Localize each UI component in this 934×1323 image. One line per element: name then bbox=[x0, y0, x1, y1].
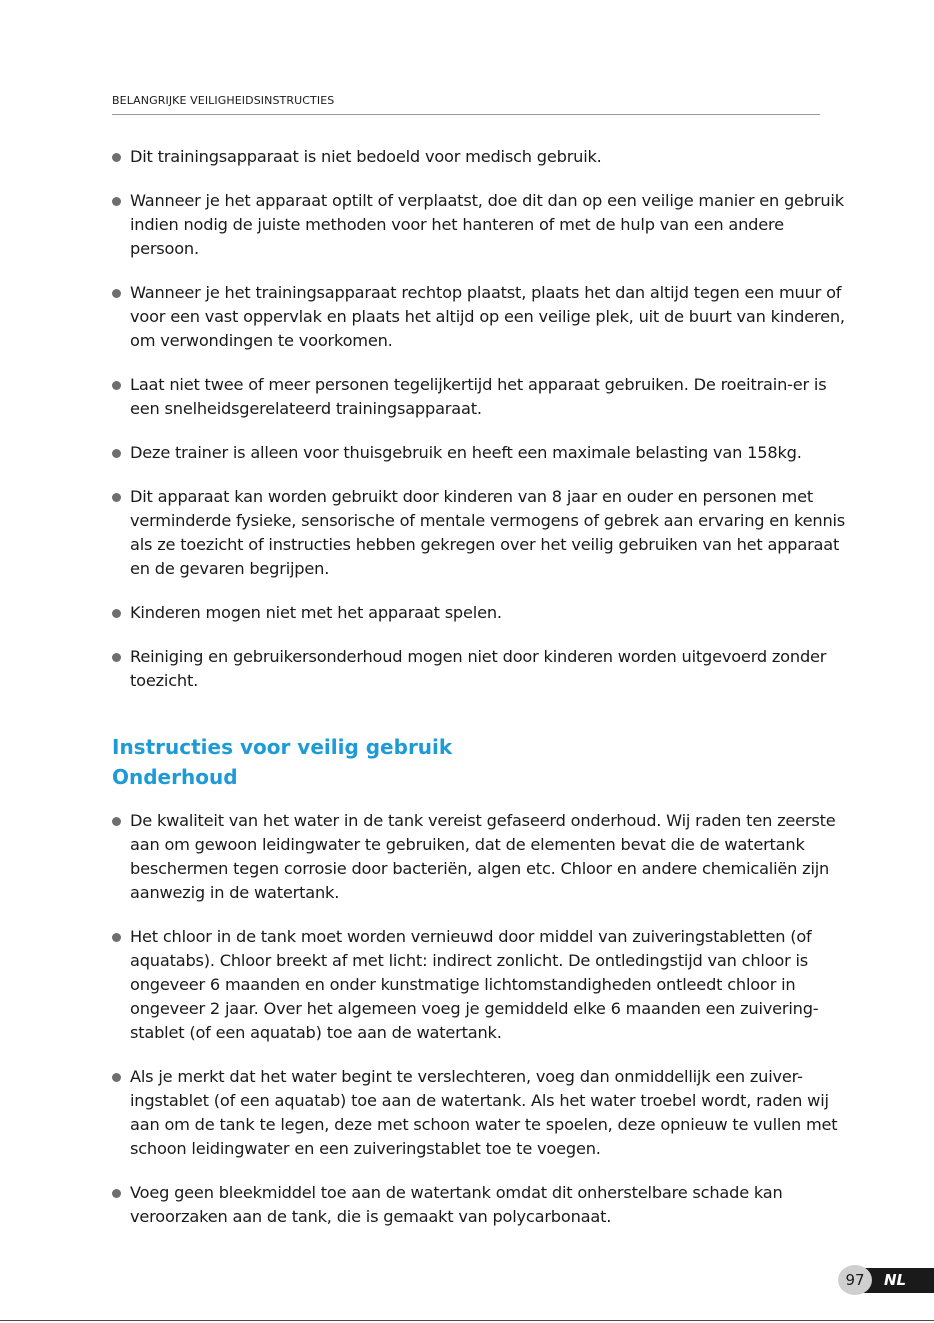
list-item-text: Als je merkt dat het water begint te verslechteren, voeg dan onmiddellijk een zuiver-ingstablet (of een aquatab) toe aan de watertank. Als het water troebel wordt, raden wij aan om de tank te legen, deze met schoon water te spoelen, deze opnieuw te vullen met schoon leidingwater en een zuiveringstablet toe te voegen. bbox=[130, 1067, 838, 1158]
bullet-icon bbox=[112, 1073, 121, 1082]
bullet-icon bbox=[112, 1189, 121, 1198]
footer-divider bbox=[0, 1320, 934, 1321]
list-item bbox=[112, 1065, 852, 1161]
list-item-text: De kwaliteit van het water in de tank vereist gefaseerd onderhoud. Wij raden ten zeerste aan om gewoon leidingwater te gebruiken, dat de elementen bevat die de watertank beschermen tegen corrosie door bacteriën, algen etc. Chloor en andere chemicaliën zijn aanwezig in de watertank. bbox=[130, 811, 836, 902]
list-item bbox=[112, 809, 852, 905]
section-subtitle: Onderhoud bbox=[112, 765, 238, 789]
bullet-icon bbox=[112, 493, 121, 502]
bullet-icon bbox=[112, 817, 121, 826]
list-item-text: Reiniging en gebruikersonderhoud mogen niet door kinderen worden uitgevoerd zonder toezicht. bbox=[130, 647, 827, 690]
bullet-icon bbox=[112, 933, 121, 942]
list-item bbox=[112, 601, 852, 625]
list-item bbox=[112, 189, 852, 261]
bullet-icon bbox=[112, 381, 121, 390]
bullet-icon bbox=[112, 609, 121, 618]
list-item bbox=[112, 485, 852, 581]
list-item-text: Het chloor in de tank moet worden vernieuwd door middel van zuiveringstabletten (of aquatabs). Chloor breekt af met licht: indirect zonlicht. De ontledingstijd van chloor is ongeveer 6 maanden en onder kunstmatige lichtomstandigheden ontleedt chloor in ongeveer 2 jaar. Over het algemeen voeg je gemiddeld elke 6 maanden een zuivering-stablet (of een aquatab) toe aan de watertank. bbox=[130, 927, 819, 1042]
list-item bbox=[112, 1181, 852, 1229]
list-item-text: Wanneer je het apparaat optilt of verplaatst, doe dit dan op een veilige manier en gebruik indien nodig de juiste methoden voor het hanteren of met de hulp van een andere persoon. bbox=[130, 191, 844, 258]
list-item bbox=[112, 441, 852, 465]
list-item bbox=[112, 145, 852, 169]
list-item bbox=[112, 373, 852, 421]
list-item-text: Voeg geen bleekmiddel toe aan de watertank omdat dit onherstelbare schade kan veroorzaken aan de tank, die is gemaakt van polycarbonaat. bbox=[130, 1183, 783, 1226]
list-item bbox=[112, 645, 852, 693]
bullet-icon bbox=[112, 449, 121, 458]
bullet-icon bbox=[112, 153, 121, 162]
bullet-icon bbox=[112, 197, 121, 206]
list-item bbox=[112, 281, 852, 353]
list-item-text: Kinderen mogen niet met het apparaat spelen. bbox=[130, 603, 502, 622]
safety-instructions-list bbox=[112, 145, 852, 713]
running-header: BELANGRIJKE VEILIGHEIDSINSTRUCTIES bbox=[112, 94, 820, 115]
list-item-text: Deze trainer is alleen voor thuisgebruik en heeft een maximale belasting van 158kg. bbox=[130, 443, 802, 462]
list-item-text: Laat niet twee of meer personen tegelijkertijd het apparaat gebruiken. De roeitrain-er is een snelheidsgerelateerd trainingsapparaat. bbox=[130, 375, 827, 418]
language-tab: NL bbox=[862, 1268, 934, 1293]
list-item-text: Dit apparaat kan worden gebruikt door kinderen van 8 jaar en ouder en personen met verminderde fysieke, sensorische of mentale vermogens of gebrek aan ervaring en kennis als ze toezicht of instructies hebben gekregen over het veilig gebruiken van het apparaat en de gevaren begrijpen. bbox=[130, 487, 846, 578]
list-item-text: Wanneer je het trainingsapparaat rechtop plaatst, plaats het dan altijd tegen een muur of voor een vast oppervlak en plaats het altijd op een veilige plek, uit de buurt van kinderen, om verwondingen te voorkomen. bbox=[130, 283, 845, 350]
bullet-icon bbox=[112, 653, 121, 662]
list-item-text: Dit trainingsapparaat is niet bedoeld voor medisch gebruik. bbox=[130, 147, 602, 166]
maintenance-instructions-list bbox=[112, 809, 852, 1249]
page-number: 97 bbox=[838, 1265, 872, 1295]
bullet-icon bbox=[112, 289, 121, 298]
list-item bbox=[112, 925, 852, 1045]
section-title: Instructies voor veilig gebruik bbox=[112, 735, 453, 759]
